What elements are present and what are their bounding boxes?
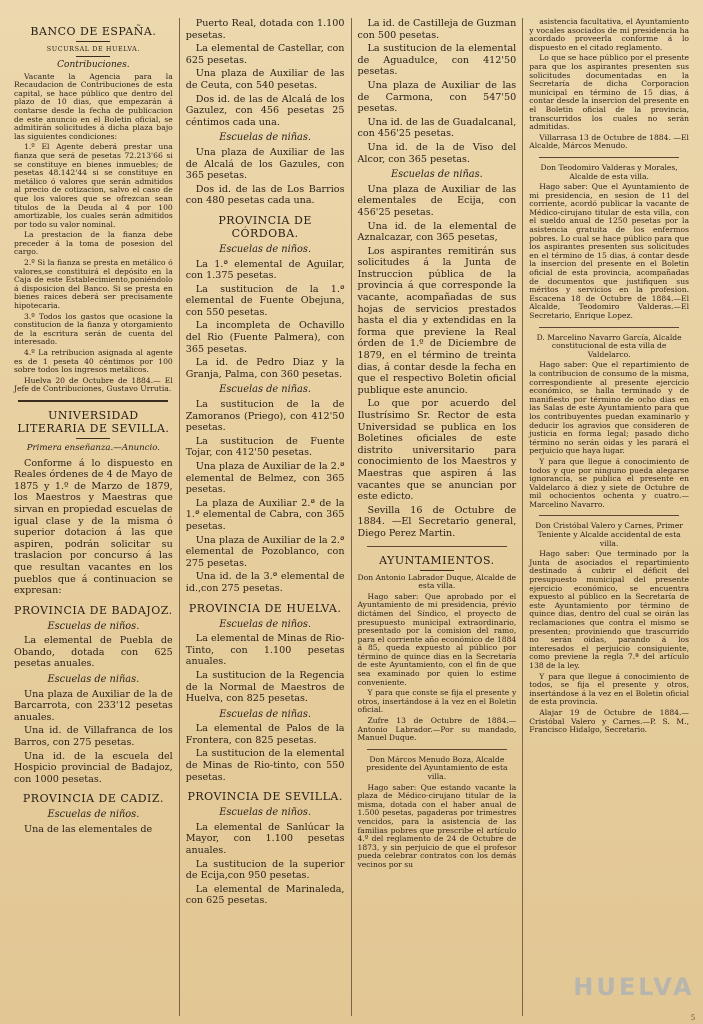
- listing: La elemental de Minas de Rio-Tinto, con 1.100 pesetas anuales.: [185, 633, 345, 668]
- listing: La sustitucion de la superior de Ecija,con 950 pesetas.: [185, 858, 345, 882]
- badajoz-ninos-heading: Escuelas de niños.: [47, 620, 140, 632]
- badajoz-title: PROVINCIA DE BADAJOZ.: [14, 603, 173, 617]
- listing: La elemental de Sanlúcar la Mayor, con 1.100 pesetas anuales.: [185, 821, 345, 857]
- listing: La elemental de Castellar, con 625 pesetas.: [185, 43, 345, 66]
- badajoz-item: Una id. de la escuela del Hospicio provincial de Badajoz, con 1000 pesetas.: [14, 750, 173, 785]
- ninas-heading: Escuelas de niñas.: [219, 132, 312, 144]
- column-1: [8, 18, 180, 1016]
- notice-paragraph: Hago saber: Que terminado por la Junta de asociados el repartimiento destinado á cubrir el déficit del presupuesto municipal del presente ejercicio económico, se encuentra expuesto al público en la Secretaría de este Ayuntamiento por término de quince dias, dentro del cual se oirán las reclamaciones que contra el mismo se presenten; proviniendo que trascurrido no serán oidas, parando á los interesados el perjuicio consiguiente, como previene la regla 7.ª del artículo 138 de la ley.: [529, 549, 689, 670]
- notice-paragraph: Y para que conste se fija el presente y otros, insertándose á la vez en el Boletin oficial.: [357, 688, 517, 715]
- bank-condition-1: 1.º El Agente deberá prestar una fianza que será de pesetas 72.213'66 si se constituye en bienes inmuebles; de pesetas 48.142'44 si se constituye en metálico ó valores que serán admitidos al precio de cotizacion, salvo el caso de que los valores que se ofrezcan sean títulos de la Deuda al 4 por 100 amortizable, los cuales serán admitidos por todo su valor nominal.: [14, 142, 173, 229]
- bank-paragraph: Vacante la Agencia para la Recaudacion de Contribuciones de esta capital, se hace público que dentro del plazo de 10 dias, que empezarán á contarse desde la fecha de publicacion de este anuncio en el Boletin oficial, se admitirán solicitudes á dicha plaza bajo las siguientes condiciones:: [14, 71, 173, 141]
- notice-paragraph: Hago saber: Que aprobado por el Ayuntamiento de mi presidencia, prévio dictámen del Síndico, el proyecto de presupuesto municipal extraordinario, presentado por la comision del ramo, para el corriente año económico de 1884 á 85, queda expuesto al público por término de quince dias en la Secretaría de este Ayuntamiento, con el fin de que sea examinado por quien lo estime conveniente.: [357, 591, 517, 687]
- listing: La sustitucion de la 1.ª elemental de Fuente Obejuna, con 550 pesetas.: [185, 283, 345, 318]
- listing: Una plaza de Auxiliar de la 2.ª elemental de Pozoblanco, con 275 pesetas.: [185, 534, 345, 569]
- listing: Una plaza de Auxiliar de las de Carmona, con 547'50 pesetas.: [357, 79, 517, 115]
- cadiz-ninos-heading: Escuelas de niños.: [47, 809, 140, 821]
- divider: [420, 570, 454, 571]
- divider: [76, 56, 110, 57]
- page-mark: 5: [691, 1013, 695, 1022]
- listing: La 1.ª elemental de Aguilar, con 1.375 pesetas.: [185, 258, 345, 282]
- notice-header: D. Marcelino Navarro García, Alcalde constitucional de esta villa de Valdelarco.: [536, 332, 682, 359]
- listing: La id. de Pedro Diaz y la Granja, Palma, con 360 pesetas.: [185, 357, 345, 380]
- listing: La elemental de Palos de la Frontera, con 825 pesetas.: [185, 723, 345, 746]
- notice-paragraph: Y para que llegue á conocimiento de todos, se fija el presente y otros, insertándose á la vez en el Boletin oficial de esta provincia.: [529, 671, 689, 707]
- notice-paragraph: Hago saber: Que el repartimiento de la contribucion de consumo de la misma, correspondiente al presente ejercicio económico, se halla terminado y de manifiesto por término de ocho dias en las Salas de este Ayuntamiento para que los contribuyentes puedan examinarlo y deducir los agravios que consideren de justicia en forma legal; pasado dicho término no serán oidas y les parará el perjuicio que haya lugar.: [529, 360, 689, 456]
- section-divider: [539, 157, 679, 158]
- cordoba-title: PROVINCIA DE CÓRDOBA.: [218, 213, 312, 240]
- notice-paragraph: Lo que se hace público por el presente para que los aspirantes presenten sus solicitudes documentadas en la Secretaría de dicha Corporacion municipal en término de 15 dias, á contar desde la insercion del presente en el Boletin oficial de la provincia, transcurridos los cuales no serán admitidas.: [529, 53, 689, 132]
- bank-condition-4: 4.º La retribucion asignada al agente es de 1 peseta 40 céntimos por 100 sobre todos los ingresos metálicos.: [14, 348, 173, 375]
- notice-signature: Zufre 13 de Octubre de 1884.— Antonio Labrador.—Por su mandado, Manuel Duque.: [357, 716, 517, 743]
- university-subtitle: Primera enseñanza.—Anuncio.: [26, 442, 160, 453]
- notice-paragraph: Y para que llegue á conocimiento de todos y que por ninguno pueda alegarse ignorancia, se publica el presente en Valdelarco á diez y siete de Octubre de mil ochocientos ochenta y cuatro.—Marcelino Navarro.: [529, 456, 689, 509]
- listing: Una id. de la 3.ª elemental de id.,con 275 pesetas.: [185, 571, 345, 594]
- university-title: UNIVERSIDAD LITERARIA DE SEVILLA.: [17, 408, 170, 435]
- listing: La plaza de Auxiliar 2.ª de la 1.ª elemental de Cabra, con 365 pesetas.: [185, 497, 345, 532]
- divider: [76, 438, 110, 439]
- notice-paragraph: asistencia facultativa, el Ayuntamiento y vocales asociados de mi presidencia ha acordado proveerla conforme á lo dispuesto en el citado reglamento.: [529, 18, 689, 52]
- listing: La sustitucion de la elemental de Aguadulce, con 412'50 pesetas.: [357, 43, 517, 78]
- cadiz-title: PROVINCIA DE CADIZ.: [22, 792, 164, 806]
- listing: La id. de Castilleja de Guzman con 500 pesetas.: [357, 18, 517, 41]
- ayuntamientos-title: AYUNTAMIENTOS.: [379, 553, 495, 567]
- divider: [76, 41, 110, 42]
- huelva-ninos-heading: Escuelas de niños.: [219, 618, 312, 630]
- listing: Dos id. de las de Los Barrios con 480 pesetas cada una.: [185, 183, 345, 207]
- columns: [8, 18, 695, 1016]
- notice-signature: Alajar 19 de Octubre de 1884.— Cristóbal Valero y Carnes.—P. S. M., Francisco Hidalgo, Secretario.: [529, 707, 689, 735]
- bank-condition-1b: La prestacion de la fianza debe preceder á la toma de posesion del cargo.: [14, 230, 173, 257]
- badajoz-item: Una id. de Villafranca de los Barros, con 275 pesetas.: [14, 725, 173, 749]
- bank-condition-3: 3.º Todos los gastos que ocasione la constitucion de la fianza y otorgamiento de la escritura serán de cuenta del interesado.: [14, 311, 173, 347]
- listing: Una plaza de Auxiliar de las de Alcalá de los Gazules, con 365 pesetas.: [185, 146, 345, 182]
- listing: Una plaza de Auxiliar de las de Ceuta, con 540 pesetas.: [185, 68, 345, 91]
- cordoba-ninas-heading: Escuelas de niñas.: [219, 384, 312, 396]
- column-4: [523, 18, 695, 1016]
- badajoz-item: Una plaza de Auxiliar de la de Barcarrota, con 233'12 pesetas anuales.: [14, 688, 173, 723]
- listing: La sustitucion de la elemental de Minas de Rio-tinto, con 550 pesetas.: [185, 748, 345, 783]
- listing: Dos id. de las de Alcalá de los Gazulez, con 456 pesetas 25 céntimos cada una.: [185, 93, 345, 128]
- notice-header: Don Márcos Menudo Boza, Alcalde presidente del Ayuntamiento de esta villa.: [366, 754, 508, 781]
- listing: Una id. de la elemental de Aznalcazar, con 365 pesetas,: [357, 220, 517, 244]
- notice-signature: Villarrasa 13 de Octubre de 1884. —El Alcalde, Márcos Menudo.: [529, 132, 689, 151]
- notice-paragraph: Hago saber: Que el Ayuntamiento de mi presidencia, en sesion de 11 del corriente, acordó publicar la vacante de Médico-cirujano titular de esta villa, con el sueldo anual de 1250 pesetas por la asistencia gratuita de los enfermos pobres. Lo cual se hace público para que los aspirantes presenten sus solicitudes en el término de 15 dias, á contar desde la insercion del presente en el Boletin oficial de esta provincia, acompañadas de documentos que justifiquen sus méritos y servicios en la profesion. Escacena 18 de Octubre de 1884.—El Alcalde, Teodomiro Valderas.—El Secretario, Enrique Lopez.: [529, 182, 689, 320]
- sevilla-ninos-heading: Escuelas de niños.: [219, 807, 312, 819]
- notice-signature: Sevilla 16 de Octubre de 1884. —El Secretario general, Diego Perez Martin.: [357, 504, 517, 539]
- university-paragraph: Conforme á lo dispuesto en Reales órdenes de 4 de Mayo de 1875 y 1.º de Marzo de 1879, los Maestros y Maestras que sirvan en propiedad escuelas de igual clase y de la misma ó superior dotacion á las que aspiren, podrán solicitar su traslacion por concurso á las que resultan vacantes en los pueblos que á continuacion se expresan:: [14, 457, 173, 597]
- listing: Una plaza de Auxiliar de las elementales de Ecija, con 456'25 pesetas.: [357, 183, 517, 218]
- listing: La elemental de Marinaleda, con 625 pesetas.: [185, 883, 345, 907]
- archive-watermark: HUELVA: [573, 973, 695, 1001]
- notice-header: Don Antonio Labrador Duque, Alcalde de esta villa.: [357, 572, 517, 591]
- listing: La sustitucion de Fuente Tojar, con 412'50 pesetas.: [185, 435, 345, 459]
- section-divider: [539, 327, 679, 328]
- bank-title: BANCO DE ESPAÑA.: [30, 25, 157, 38]
- section-divider: [18, 400, 168, 402]
- notice-header: Don Cristóbal Valero y Carnes, Primer Teniente y Alcalde accidental de esta villa.: [535, 521, 683, 548]
- notice-paragraph: Lo que por acuerdo del Ilustrísimo Sr. Rector de esta Universidad se publica en los Boletines oficiales de este distrito universitario para conocimiento de los Maestros y Maestras que aspiren á las vacantes que se anuncian por este edicto.: [357, 398, 517, 503]
- cordoba-ninos-heading: Escuelas de niños.: [219, 243, 312, 255]
- bank-signature: Huelva 20 de Octubre de 1884.— El Jefe de Contribuciones, Gustavo Urrutia.: [14, 375, 173, 394]
- ninas-heading: Escuelas de niñas.: [390, 169, 483, 181]
- listing: Una id. de la de Viso del Alcor, con 365 pesetas.: [357, 141, 517, 165]
- section-divider: [367, 749, 507, 750]
- listing: Una id. de las de Guadalcanal, con 456'25 pesetas.: [357, 116, 517, 140]
- notice-paragraph: Los aspirantes remitirán sus solicitudes á la Junta de Instruccion pública de la provincia á que corresponde la vacante, acompañadas de sus hojas de servicios prestados hasta el dia y extendidas en la forma que previene la Real órden de 1.º de Diciembre de 1879, en el término de treinta dias, á contar desde la fecha en que el respectivo Boletin oficial publique este anuncio.: [357, 245, 517, 396]
- notice-header: Don Teodomiro Valderas y Morales, Alcalde de esta villa.: [540, 162, 678, 181]
- section-divider: [367, 546, 507, 547]
- bank-condition-2: 2.º Si la fianza se presta en metálico ó valores,se constituirá el depósito en la Caja de este Establecimiento,poniéndolo á disposicion del Banco. Si se presta en bienes raices deberá ser precisamente hipotecaria.: [14, 258, 173, 311]
- column-2: [180, 18, 352, 1016]
- sevilla-title: PROVINCIA DE SEVILLA.: [187, 790, 343, 804]
- huelva-title: PROVINCIA DE HUELVA.: [188, 601, 342, 615]
- bank-branch: SUCURSAL DE HUELVA.: [46, 45, 141, 53]
- listing: La sustitucion de la Regencia de la Normal de Maestros de Huelva, con 825 pesetas.: [185, 669, 345, 705]
- badajoz-ninas-heading: Escuelas de niñas.: [47, 674, 140, 686]
- notice-paragraph: Hago saber: Que estando vacante la plaza de Médico-cirujano titular de la misma, dotada con el haber anual de 1.500 pesetas, pagaderas por trimestres vencidos, para la asistencia de las familias pobres que prescribe el artículo 4.º del reglamento de 24 de Octubre de 1873, y sin perjuicio de que el profesor pueda celebrar contratos con los demás vecinos por su: [357, 782, 517, 869]
- listing: Una plaza de Auxiliar de la 2.ª elemental de Belmez, con 365 pesetas.: [185, 461, 345, 496]
- column-3: [352, 18, 524, 1016]
- listing: La sustitucion de la de Zamoranos (Priego), con 412'50 pesetas.: [185, 399, 345, 434]
- badajoz-item: La elemental de Puebla de Obando, dotada con 625 pesetas anuales.: [14, 635, 173, 670]
- listing: Puerto Real, dotada con 1.100 pesetas.: [185, 18, 345, 41]
- huelva-ninas-heading: Escuelas de niñas.: [219, 708, 312, 720]
- section-divider: [539, 515, 679, 516]
- cadiz-item: Una de las elementales de: [24, 824, 153, 835]
- bank-section: Contribuciones.: [57, 60, 130, 70]
- listing: La incompleta de Ochavillo del Rio (Fuente Palmera), con 365 pesetas.: [185, 320, 345, 355]
